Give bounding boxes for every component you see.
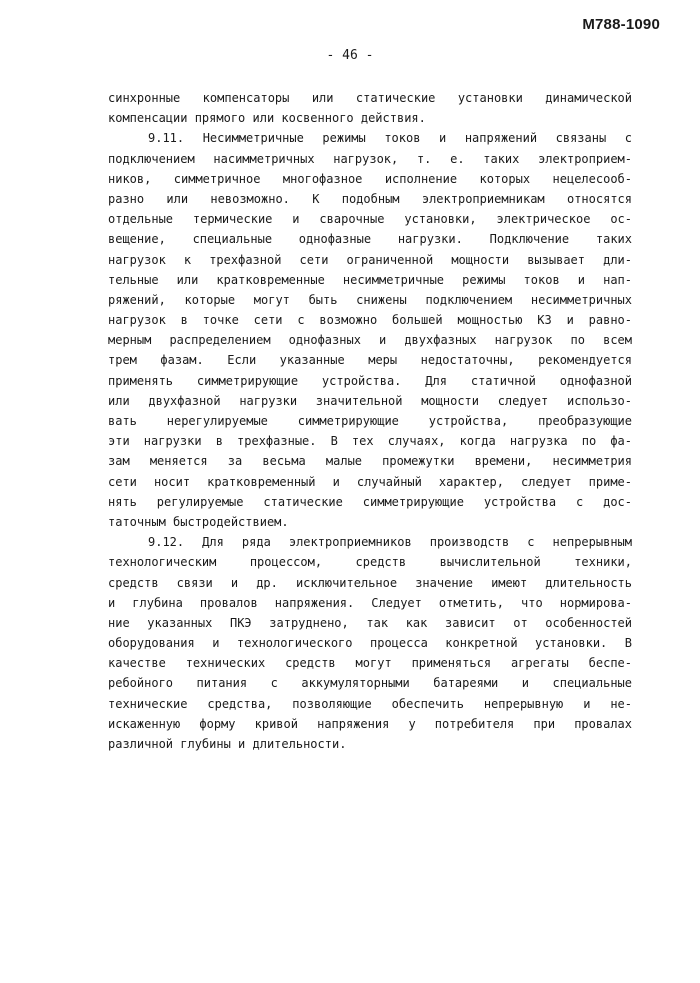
text-line: тельные или кратковременные несимметричные режимы токов и нап- — [108, 272, 632, 287]
text-line: отдельные термические и сварочные установки, электрическое ос- — [108, 212, 632, 227]
paragraph-continuation — [108, 88, 632, 128]
text-line: разно или невозможно. К подобным электроприемникам относятся — [108, 191, 632, 206]
text-line: применять симметрирующие устройства. Для статичной однофазной — [108, 373, 632, 388]
text-line: средств связи и др. исключительное значение имеют длительность — [108, 575, 632, 590]
text-line: трем фазам. Если указанные меры недостаточны, рекомендуется — [108, 353, 632, 368]
text-line: ряжений, которые могут быть снижены подключением несимметричных — [108, 292, 632, 307]
text-line: эти нагрузки в трехфазные. В тех случаях, когда нагрузка по фа- — [108, 434, 632, 449]
text-line: сети носит кратковременный и случайный характер, следует приме- — [108, 474, 632, 489]
text-line: ние указанных ПКЭ затруднено, так как зависит от особенностей — [108, 615, 632, 630]
text-line: ребойного питания с аккумуляторными батареями и специальные — [108, 676, 632, 691]
text-line: 9.12. Для ряда электроприемников производств с непрерывным — [148, 535, 632, 550]
text-line: вещение, специальные однофазные нагрузки. Подключение таких — [108, 232, 632, 247]
text-line: оборудования и технологического процесса конкретной установки. В — [108, 636, 632, 651]
text-line: таточным быстродействием. — [108, 514, 289, 529]
document-code: M788-1090 — [582, 16, 660, 33]
text-line: и глубина провалов напряжения. Следует отметить, что нормирова- — [108, 595, 632, 610]
text-line: 9.11. Несимметричные режимы токов и напряжений связаны с — [148, 131, 632, 146]
text-line: различной глубины и длительности. — [108, 737, 347, 751]
text-line: зам меняется за весьма малые промежутки времени, несимметрия — [108, 454, 632, 469]
page-number: - 46 - — [326, 48, 374, 63]
text-line: качестве технических средств могут применяться агрегаты беспе- — [108, 656, 632, 671]
text-line: мерным распределением однофазных и двухфазных нагрузок по всем — [108, 333, 632, 348]
text-line: искаженную форму кривой напряжения у потребителя при провалах — [108, 716, 632, 731]
text-line: синхронные компенсаторы или статические установки динамической — [108, 91, 632, 105]
text-line: технологическим процессом, средств вычислительной техники, — [108, 555, 632, 570]
text-line: нагрузок в точке сети с возможно большей мощностью КЗ и равно- — [108, 313, 632, 328]
text-line: компенсации прямого или косвенного действия. — [108, 111, 426, 126]
text-line: или двухфазной нагрузки значительной мощности следует использо- — [108, 393, 632, 408]
paragraph-9-12 — [108, 532, 632, 754]
text-line: нагрузок к трехфазной сети ограниченной мощности вызывает дли- — [108, 252, 632, 267]
text-line: вать нерегулируемые симметрирующие устройства, преобразующие — [108, 414, 632, 428]
paragraph-9-11 — [108, 128, 632, 532]
text-line: технические средства, позволяющие обеспечить непрерывную и не- — [108, 696, 632, 711]
text-line: нять регулируемые статические симметрирующие устройства с дос- — [108, 494, 632, 509]
text-line: ников, симметричное многофазное исполнение которых нецелесооб- — [108, 171, 632, 186]
text-line: подключением насимметричных нагрузок, т. е. таких электроприем- — [108, 151, 632, 166]
document-body — [108, 88, 632, 754]
